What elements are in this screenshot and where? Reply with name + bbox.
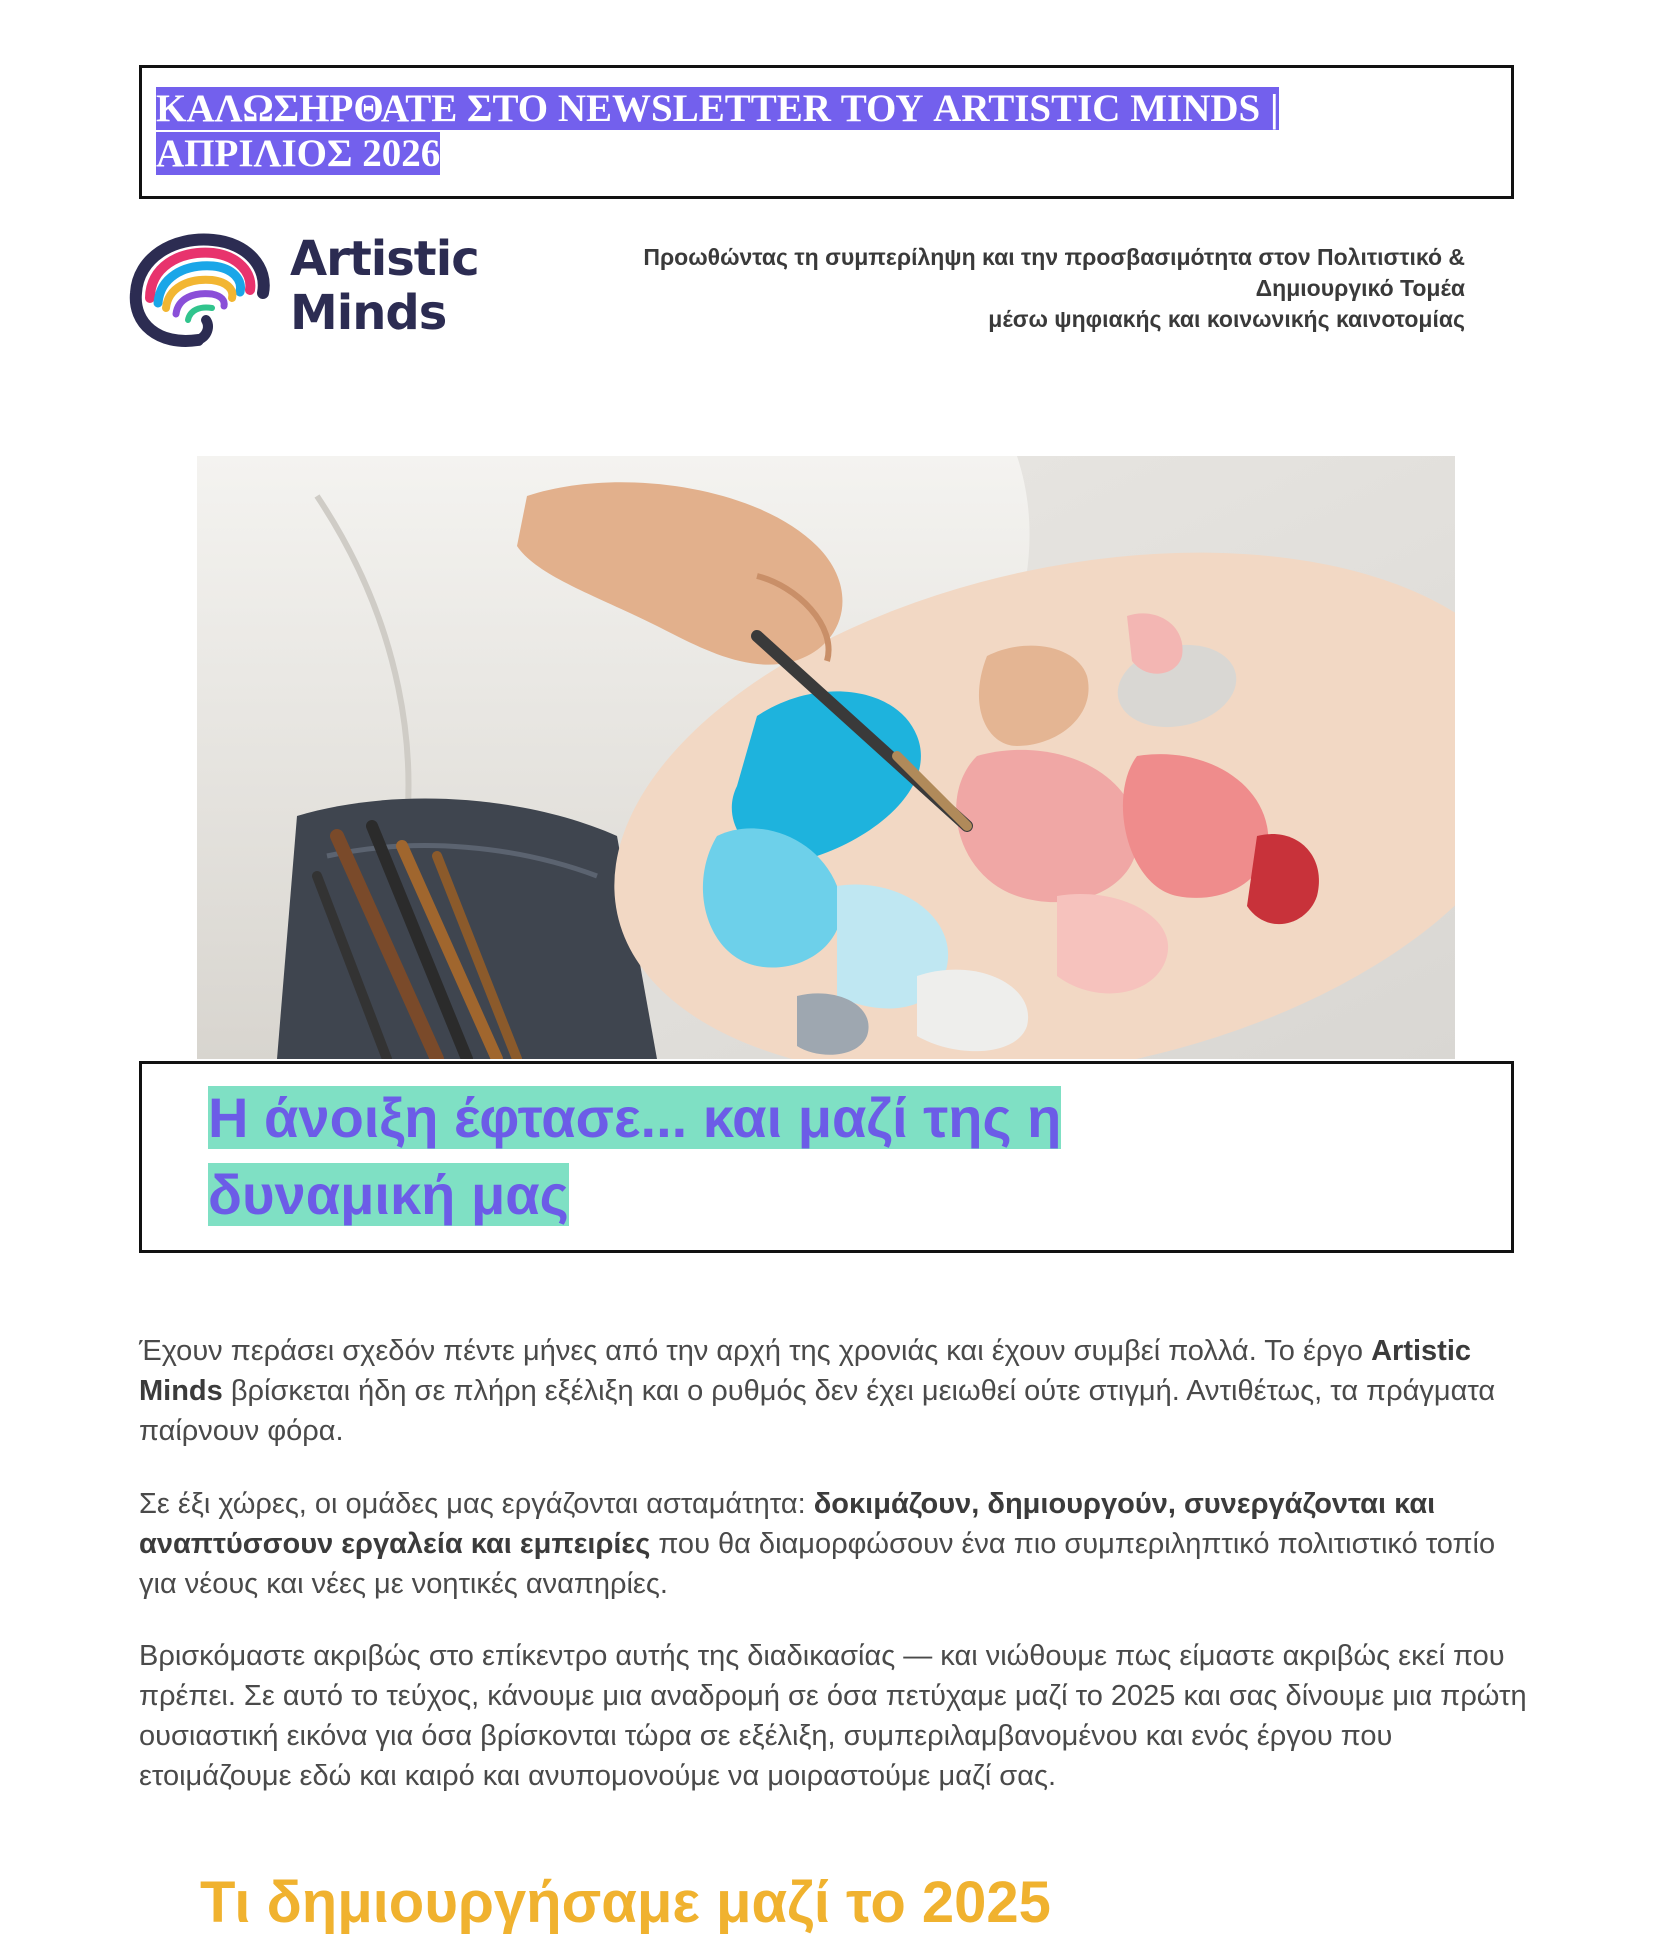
headline xyxy=(208,1079,1308,1233)
p1-text-c: βρίσκεται ήδη σε πλήρη εξέλιξη και ο ρυθμός δεν έχει μειωθεί ούτε στιγμή. Αντιθέτως, τα πράγματα παίρνουν φόρα. xyxy=(139,1375,1496,1447)
p2-text-c: που θα διαμορφώσουν ένα πιο συμπεριληπτικό πολιτιστικό τοπίο για νέους και νέες με νοητικές αναπηρίες. xyxy=(139,1528,1496,1600)
newsletter-title xyxy=(156,86,1456,176)
tagline-line-3: μέσω ψηφιακής και κοινωνικής καινοτομίας xyxy=(988,306,1465,332)
logo-wordmark xyxy=(290,232,479,340)
headline-line-1: Η άνοιξη έφτασε... και μαζί της η xyxy=(208,1086,1062,1149)
intro-paragraph-3: Βρισκόμαστε ακριβώς στο επίκεντρο αυτής της διαδικασίας — και νιώθουμε πως είμαστε ακριβώς εκεί που πρέπει. Σε αυτό το τεύχος, κάνουμε μια αναδρομή σε όσα πετύχαμε μαζί το 2025 και σας δίνουμε μια πρώτη ουσιαστική εικόνα για όσα βρίσκονται τώρα σε εξέλιξη, συμπεριλαμβανομένου και ενός έργου που ετοιμάζουμε εδώ και καιρό και ανυπομονούμε να μοιραστούμε μαζί σας. xyxy=(139,1640,1527,1792)
intro-paragraph-2 xyxy=(139,1484,1529,1604)
tagline-line-2: Δημιουργικό Τομέα xyxy=(1255,275,1465,301)
logo-word-artistic: Artistic xyxy=(290,231,479,287)
title-line-2: ΑΠΡΙΛΙΟΣ 2026 xyxy=(156,132,441,175)
p2-text-a: Σε έξι χώρες, οι ομάδες μας εργάζονται ασταμάτητα: xyxy=(139,1488,814,1520)
hero-image xyxy=(197,456,1455,1059)
p1-text-a: Έχουν περάσει σχεδόν πέντε μήνες από την αρχή της χρονιάς και έχουν συμβεί πολλά. Το έργο xyxy=(139,1335,1372,1367)
intro-paragraph-1 xyxy=(139,1331,1529,1451)
tagline xyxy=(505,242,1465,335)
newsletter-header xyxy=(139,65,1514,199)
headline-line-2: δυναμική μας xyxy=(208,1163,569,1226)
artist-palette-photo xyxy=(197,456,1455,1059)
p2-bold-activities: δοκιμάζουν, δημιουργούν, συνεργάζονται και αναπτύσσουν εργαλεία και εμπειρίες xyxy=(139,1488,1436,1560)
logo-word-minds: Minds xyxy=(290,285,447,341)
artistic-minds-logo xyxy=(128,228,523,353)
tagline-line-1: Προωθώντας τη συμπερίληψη και την προσβασιμότητα στον Πολιτιστικό & xyxy=(643,244,1465,270)
p1-project-name: Artistic Minds xyxy=(139,1335,1472,1407)
title-line-1: ΚΑΛΩΣΗΡΘΑΤΕ ΣΤΟ NEWSLETTER ΤΟΥ ARTISTIC MINDS | xyxy=(156,87,1279,130)
section-title-2025: Τι δημιουργήσαμε μαζί το 2025 xyxy=(200,1870,1051,1935)
headline-box xyxy=(139,1061,1514,1253)
brain-logo-icon xyxy=(128,228,278,353)
